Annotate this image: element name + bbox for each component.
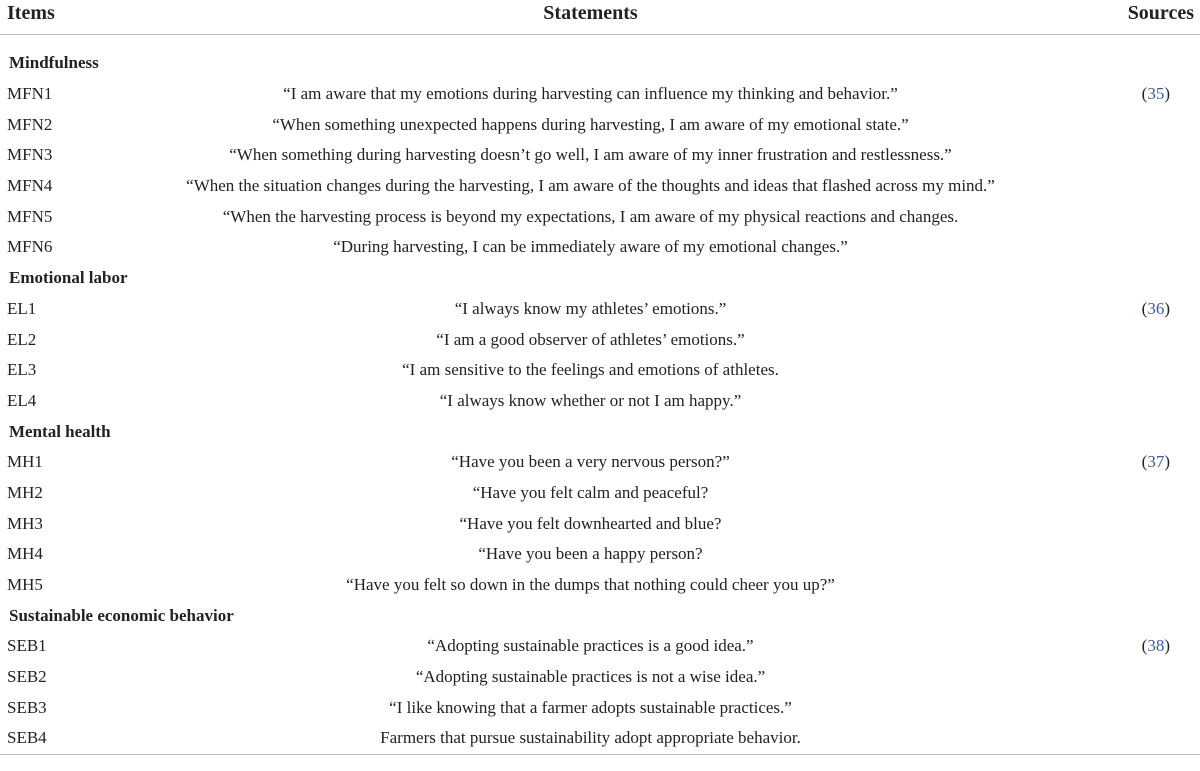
section-title: Mental health [9,421,111,441]
item-statement: “Have you felt so down in the dumps that nothing could cheer you up?” [346,575,835,595]
item-code: MFN5 [7,206,53,226]
item-code: EL4 [7,390,37,410]
ref-close-paren: ) [1164,84,1170,104]
item-source [1010,171,1200,202]
table-row [0,140,1200,171]
item-code: MFN1 [7,84,53,104]
table-row [0,294,1200,325]
ref-close-paren: ) [1164,636,1170,656]
table-row [0,201,1200,232]
item-code: SEB4 [0,723,170,754]
item-source [1010,447,1200,478]
table-row [0,171,1200,202]
item-source [1010,140,1200,171]
table-row [0,631,1200,662]
item-statement: “I like knowing that a farmer adopts sustainable practices.” [389,697,792,717]
reference-link[interactable]: 35 [1147,84,1165,104]
item-code: MH4 [7,544,43,564]
item-statement: “Adopting sustainable practices is a good idea.” [427,636,754,656]
item-statement: “When the harvesting process is beyond my expectations, I am aware of my physical reactions and changes. [222,206,959,226]
item-statement: Farmers that pursue sustainability adopt appropriate behavior. [170,723,1010,754]
table-row [0,508,1200,539]
item-code: MH2 [7,482,43,502]
item-statement: “I always know my athletes’ emotions.” [454,298,727,318]
item-code: SEB3 [7,697,47,717]
item-statement: “Have you felt downhearted and blue? [459,513,722,533]
table-row [0,232,1200,263]
table-row [0,79,1200,110]
ref-close-paren: ) [1164,452,1170,472]
item-statement: “Have you been a happy person? [478,544,703,564]
item-code: MFN2 [7,114,53,134]
item-statement: “I am aware that my emotions during harvesting can influence my thinking and behavior.” [283,84,898,104]
section-title: Emotional labor [9,268,128,288]
item-source [1010,386,1200,417]
ref-open-paren: ( [1141,84,1148,104]
reference-link[interactable]: 37 [1147,452,1165,472]
item-source [1010,723,1200,754]
item-source [1010,662,1200,693]
item-source [1010,109,1200,140]
item-source [1010,294,1200,325]
item-code: MFN6 [7,237,53,257]
item-code: SEB1 [7,636,47,656]
reference-link[interactable]: 38 [1147,636,1165,656]
item-statement: “When something unexpected happens during harvesting, I am aware of my emotional state.” [272,114,909,134]
item-statement: “During harvesting, I can be immediately aware of my emotional changes.” [333,237,848,257]
header-items: Items [0,0,170,35]
item-source [1010,355,1200,386]
section-title: Sustainable economic behavior [9,605,234,625]
ref-open-paren: ( [1141,298,1148,318]
item-source [1010,508,1200,539]
item-statement: “Adopting sustainable practices is not a wise idea.” [415,667,766,687]
item-statement: “When something during harvesting doesn’t go well, I am aware of my inner frustration and restlessness.” [229,145,952,165]
item-code: MH1 [7,452,43,472]
item-source [1010,631,1200,662]
header-sources: Sources [1010,0,1200,35]
table-row [0,539,1200,570]
item-source [1010,324,1200,355]
item-source [1010,478,1200,509]
table-row [0,692,1200,723]
section-header-row [0,600,1200,631]
item-statement: “I am a good observer of athletes’ emotions.” [436,329,745,349]
table-row [0,478,1200,509]
item-statement: “I always know whether or not I am happy.” [439,390,742,410]
table-row [0,355,1200,386]
table-row [0,447,1200,478]
ref-open-paren: ( [1141,636,1148,656]
table-row [0,723,1200,754]
ref-close-paren: ) [1164,298,1170,318]
table-row [0,324,1200,355]
reference-link[interactable]: 36 [1147,298,1165,318]
ref-open-paren: ( [1141,452,1148,472]
table-row [0,386,1200,417]
item-code: MFN4 [7,176,53,196]
item-statement: “I am sensitive to the feelings and emotions of athletes. [402,360,779,380]
section-title: Mindfulness [9,53,99,73]
item-source [1010,539,1200,570]
item-source [1010,232,1200,263]
header-spacer [0,35,1200,49]
table-header-row [0,0,1200,35]
header-statements: Statements [170,0,1010,35]
item-code: SEB2 [7,667,47,687]
item-code: MH3 [7,513,43,533]
item-code: MFN3 [7,145,53,165]
section-header-row [0,263,1200,294]
section-header-row [0,48,1200,79]
item-statement: “Have you been a very nervous person?” [451,452,730,472]
item-code: EL3 [7,360,37,380]
section-header-row [0,416,1200,447]
table-row [0,109,1200,140]
item-source [1010,201,1200,232]
item-source [1010,79,1200,110]
table-row [0,662,1200,693]
item-statement: “When the situation changes during the harvesting, I am aware of the thoughts and ideas that flashed across my mind.” [186,176,995,196]
table-body [0,35,1200,755]
item-statement: “Have you felt calm and peaceful? [472,482,709,502]
item-source [1010,692,1200,723]
item-code: EL2 [7,329,37,349]
item-code: MH5 [7,575,43,595]
item-source [1010,570,1200,601]
table-row [0,570,1200,601]
item-code: EL1 [7,298,37,318]
